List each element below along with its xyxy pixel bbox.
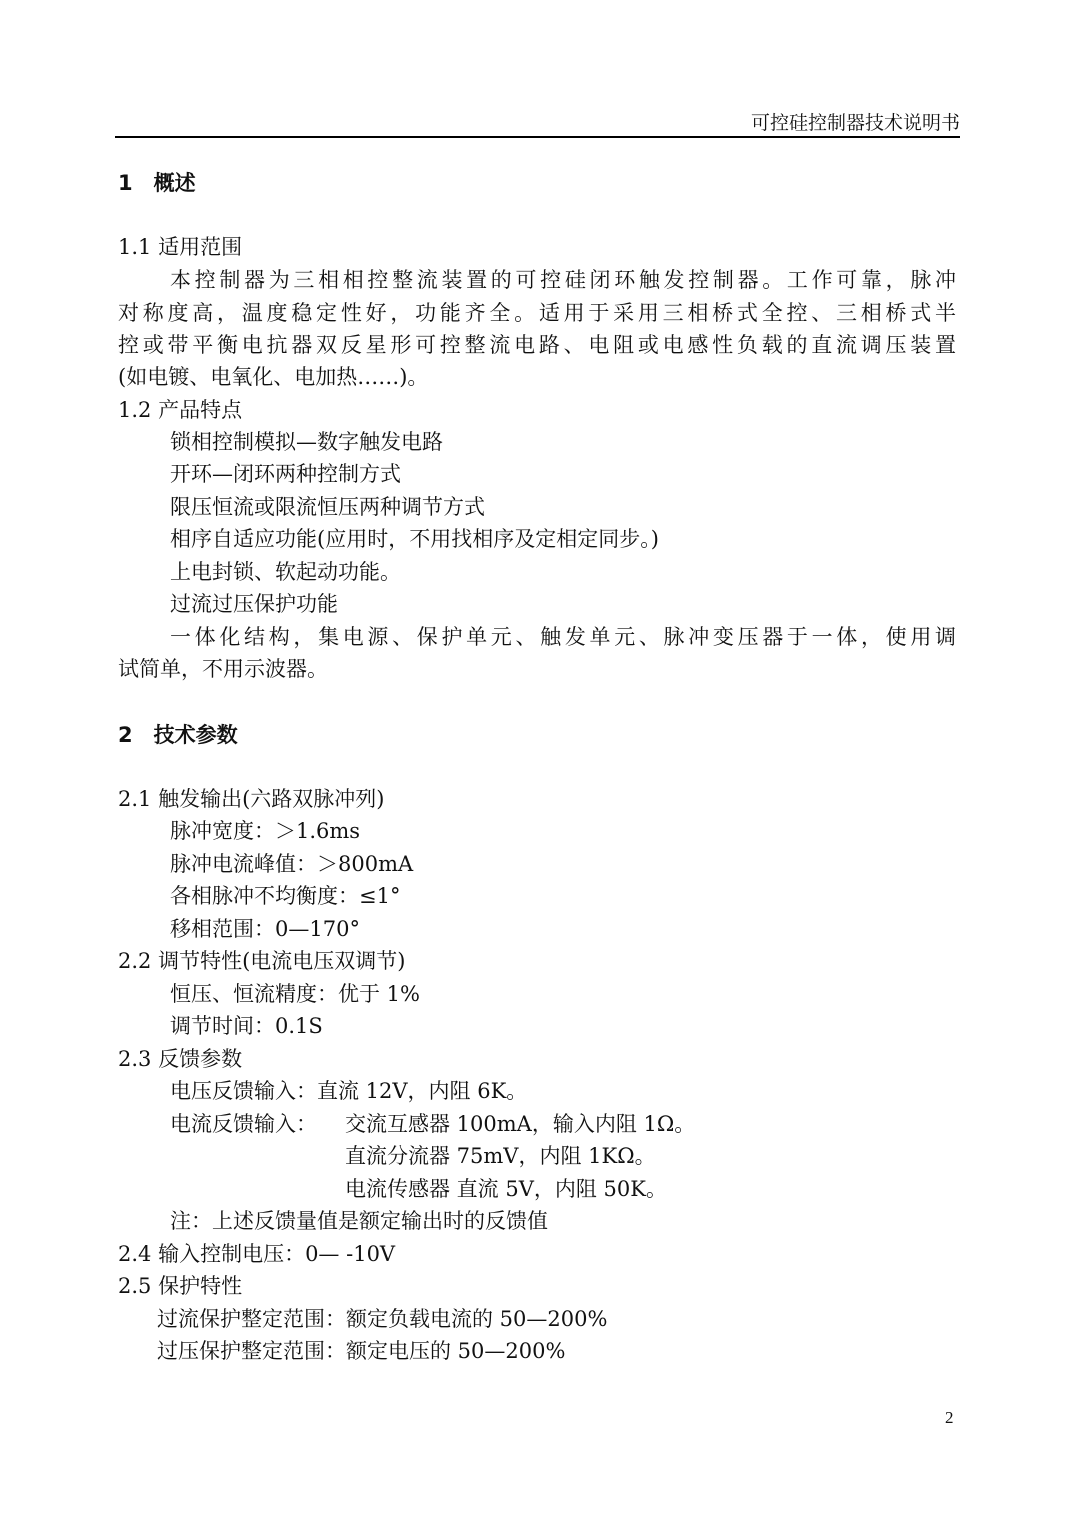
param-item: 各相脉冲不均衡度：≤1°: [170, 884, 401, 908]
param-item: 交流互感器 100mA，输入内阻 1Ω。: [345, 1112, 696, 1136]
param-item: 过流保护整定范围：额定负载电流的 50—200%: [157, 1307, 608, 1331]
param-item: 恒压、恒流精度：优于 1%: [170, 982, 420, 1006]
subsection-title: 1.1 适用范围: [118, 235, 243, 259]
paragraph-line: 本控制器为三相相控整流装置的可控硅闭环触发控制器。工作可靠，脉冲: [170, 268, 956, 292]
list-item: 试简单，不用示波器。: [118, 657, 328, 681]
section-heading: 1 概述: [118, 171, 196, 195]
paragraph-line: 对称度高，温度稳定性好，功能齐全。适用于采用三相桥式全控、三相桥式半: [118, 301, 956, 325]
paragraph-line: 控或带平衡电抗器双反星形可控整流电路、电阻或电感性负载的直流调压装置: [118, 333, 956, 357]
param-item: 直流分流器 75mV，内阻 1KΩ。: [345, 1144, 656, 1168]
header-rule: [115, 136, 960, 138]
param-item: 调节时间：0.1S: [170, 1014, 323, 1038]
param-item: 移相范围：0—170°: [170, 917, 360, 941]
subsection-title: 2.4 输入控制电压：0— -10V: [118, 1242, 396, 1266]
subsection-title: 2.5 保护特性: [118, 1274, 243, 1298]
note: 注：上述反馈量值是额定输出时的反馈值: [170, 1209, 548, 1233]
paragraph-line: (如电镀、电氧化、电加热……)。: [118, 365, 429, 389]
subsection-title: 2.3 反馈参数: [118, 1047, 243, 1071]
param-item: 电流传感器 直流 5V，内阻 50K。: [345, 1177, 667, 1201]
page-number: 2: [945, 1408, 954, 1427]
section-heading: 2 技术参数: [118, 723, 238, 747]
param-item: 电压反馈输入：直流 12V，内阻 6K。: [170, 1079, 528, 1103]
param-item: 过压保护整定范围：额定电压的 50—200%: [157, 1339, 566, 1363]
param-label: 电流反馈输入：: [170, 1112, 317, 1136]
running-header: 可控硅控制器技术说明书: [750, 112, 960, 134]
list-item: 一体化结构，集电源、保护单元、触发单元、脉冲变压器于一体，使用调: [170, 625, 956, 649]
param-item: 脉冲电流峰值：＞800mA: [170, 852, 414, 876]
subsection-title: 2.2 调节特性(电流电压双调节): [118, 949, 406, 973]
list-item: 开环—闭环两种控制方式: [170, 462, 401, 486]
list-item: 相序自适应功能(应用时，不用找相序及定相定同步。): [170, 527, 659, 551]
subsection-title: 2.1 触发输出(六路双脉冲列): [118, 787, 385, 811]
list-item: 锁相控制模拟—数字触发电路: [170, 430, 443, 454]
list-item: 限压恒流或限流恒压两种调节方式: [170, 495, 485, 519]
list-item: 过流过压保护功能: [170, 592, 338, 616]
param-item: 脉冲宽度：＞1.6ms: [170, 819, 361, 843]
list-item: 上电封锁、软起动功能。: [170, 560, 401, 584]
subsection-title: 1.2 产品特点: [118, 398, 243, 422]
